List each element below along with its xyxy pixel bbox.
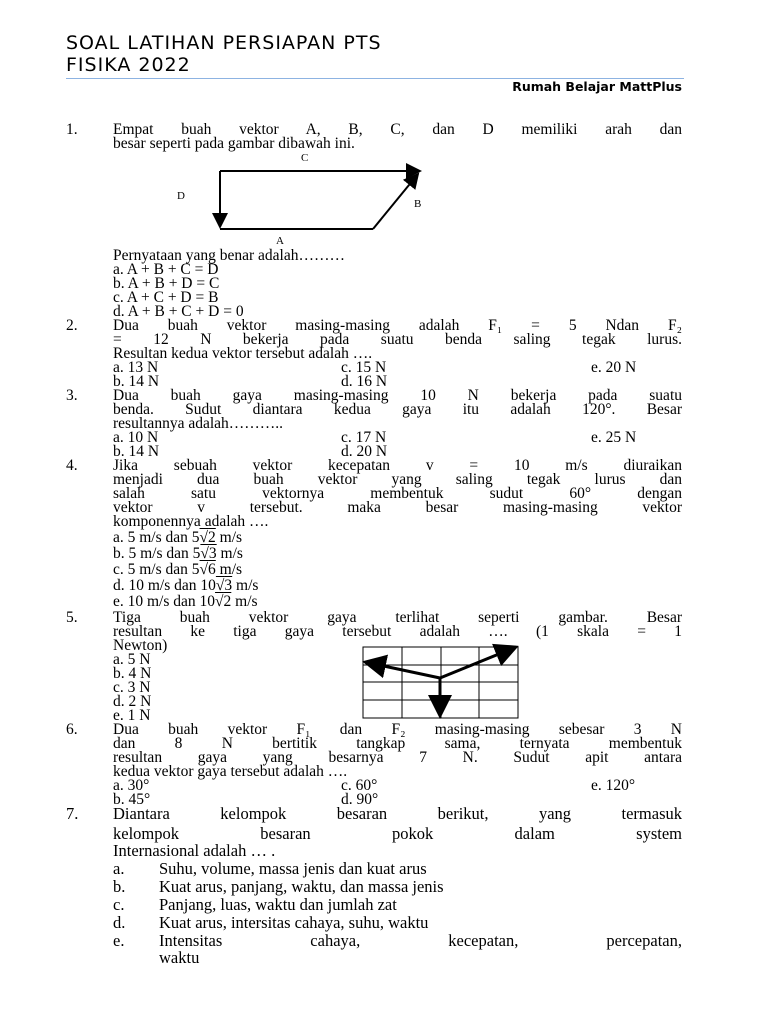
q1-vector-diagram: [170, 148, 440, 248]
q5-option-c: c. 3 N: [113, 679, 151, 696]
q1-text-line2: besar seperti pada gambar dibawah ini.: [113, 135, 355, 152]
q3-number: 3.: [66, 387, 78, 404]
q2-option-d: d. 16 N: [341, 373, 388, 390]
q1-option-b: b. A + B + D = C: [113, 275, 220, 292]
label-a: A: [276, 235, 284, 247]
q7-option-a: Suhu, volume, massa jenis dan kuat arus: [159, 859, 427, 878]
q7-option-b-letter: b.: [113, 877, 126, 896]
q7-option-c: Panjang, luas, waktu dan jumlah zat: [159, 895, 397, 914]
q3-option-a: a. 10 N: [113, 429, 159, 446]
q2-text-line2: = 12 N bekerja pada suatu benda saling tegak lurus.: [113, 331, 682, 348]
q1-option-c: c. A + C + D = B: [113, 289, 219, 306]
q2-option-b: b. 14 N: [113, 373, 160, 390]
q1-prompt: Pernyataan yang benar adalah………: [113, 247, 345, 264]
q3-text-line1: Dua buah gaya masing-masing 10 N bekerja pada suatu: [113, 387, 682, 404]
q7-option-e-letter: e.: [113, 931, 125, 950]
q6-number: 6.: [66, 721, 78, 738]
q2-text-line3: Resultan kedua vektor tersebut adalah ….: [113, 345, 373, 362]
q6-text-line2: dan 8 N bertitik tangkap sama, ternyata membentuk: [113, 735, 682, 752]
q6-text-line1: Dua buah vektor F₁ dan F₂ masing-masing sebesar 3 N: [113, 721, 682, 738]
q2-option-e: e. 20 N: [591, 359, 637, 376]
q4-text-line1: Jika sebuah vektor kecepatan v = 10 m/s diuraikan: [113, 457, 682, 474]
label-b: B: [414, 198, 422, 210]
q3-option-c: c. 17 N: [341, 429, 387, 446]
q7-text-line1: Diantara kelompok besaran berikut, yang termasuk: [113, 804, 682, 823]
q5-option-a: a. 5 N: [113, 651, 151, 668]
q7-option-a-letter: a.: [113, 859, 125, 878]
page-title-line1: SOAL LATIHAN PERSIAPAN PTS: [66, 32, 382, 54]
q5-number: 5.: [66, 609, 78, 626]
q7-option-b: Kuat arus, panjang, waktu, dan massa jenis: [159, 877, 444, 896]
q6-option-a: a. 30°: [113, 777, 150, 794]
brand-label: Rumah Belajar MattPlus: [512, 79, 682, 94]
q6-text-line4: kedua vektor gaya tersebut adalah ….: [113, 763, 348, 780]
q5-text-line2: resultan ke tiga gaya tersebut adalah …. (1 skala = 1: [113, 623, 682, 640]
q1-number: 1.: [66, 121, 78, 138]
q3-option-e: e. 25 N: [591, 429, 637, 446]
q4-option-b: b. 5 m/s dan 5√3 m/s: [113, 545, 243, 562]
q4-text-line2: menjadi dua buah vektor yang saling tegak lurus dan: [113, 471, 682, 488]
q1-option-d: d. A + B + C + D = 0: [113, 303, 244, 320]
q4-text-line3: salah satu vektornya membentuk sudut 60° dengan: [113, 485, 682, 502]
q6-text-line3: resultan gaya yang besarnya 7 N. Sudut apit antara: [113, 749, 682, 766]
q4-option-e: e. 10 m/s dan 10√2 m/s: [113, 593, 258, 610]
q6-option-d: d. 90°: [341, 791, 379, 808]
q5-force-grid-diagram: [358, 642, 523, 722]
q7-option-e-cont: waktu: [159, 948, 200, 967]
q4-option-c: c. 5 m/s dan 5√6 m/s: [113, 561, 243, 578]
vector-b-arrow: [373, 174, 418, 229]
q4-text-line5: komponennya adalah ….: [113, 513, 269, 530]
q4-option-d: d. 10 m/s dan 10√3 m/s: [113, 577, 259, 594]
q5-option-d: d. 2 N: [113, 693, 152, 710]
q5-text-line3: Newton): [113, 637, 168, 654]
q3-option-d: d. 20 N: [341, 443, 388, 460]
q1-text-line1: Empat buah vektor A, B, C, dan D memiliki arah dan: [113, 121, 682, 138]
q3-option-b: b. 14 N: [113, 443, 160, 460]
label-c: C: [301, 152, 309, 164]
q5-option-b: b. 4 N: [113, 665, 152, 682]
label-d: D: [177, 190, 185, 202]
q4-number: 4.: [66, 457, 78, 474]
q7-option-e: Intensitas cahaya, kecepatan, percepatan,: [159, 931, 682, 950]
q4-text-line4: vektor v tersebut. maka besar masing-masing vektor: [113, 499, 682, 516]
q7-option-d-letter: d.: [113, 913, 126, 932]
q4-option-a: a. 5 m/s dan 5√2 m/s: [113, 529, 243, 546]
force-right-arrow: [440, 647, 516, 678]
q7-text-line3: Internasional adalah … .: [113, 841, 276, 860]
q6-option-c: c. 60°: [341, 777, 378, 794]
q2-number: 2.: [66, 317, 78, 334]
q7-option-c-letter: c.: [113, 895, 125, 914]
q7-option-d: Kuat arus, intersitas cahaya, suhu, waktu: [159, 913, 429, 932]
q6-option-b: b. 45°: [113, 791, 151, 808]
q1-option-a: a. A + B + C = D: [113, 261, 219, 278]
q2-text-line1: Dua buah vektor masing-masing adalah F₁ = 5 Ndan F₂: [113, 317, 682, 334]
q5-text-line1: Tiga buah vektor gaya terlihat seperti gambar. Besar: [113, 609, 682, 626]
q7-text-line2: kelompok besaran pokok dalam system: [113, 824, 682, 843]
q6-option-e: e. 120°: [591, 777, 636, 794]
q2-option-a: a. 13 N: [113, 359, 159, 376]
q7-number: 7.: [66, 804, 79, 823]
page-title-line2: FISIKA 2022: [66, 54, 191, 76]
q2-option-c: c. 15 N: [341, 359, 387, 376]
q3-text-line3: resultannya adalah………..: [113, 415, 284, 432]
q5-option-e: e. 1 N: [113, 707, 151, 724]
q3-text-line2: benda. Sudut diantara kedua gaya itu adalah 120°. Besar: [113, 401, 682, 418]
